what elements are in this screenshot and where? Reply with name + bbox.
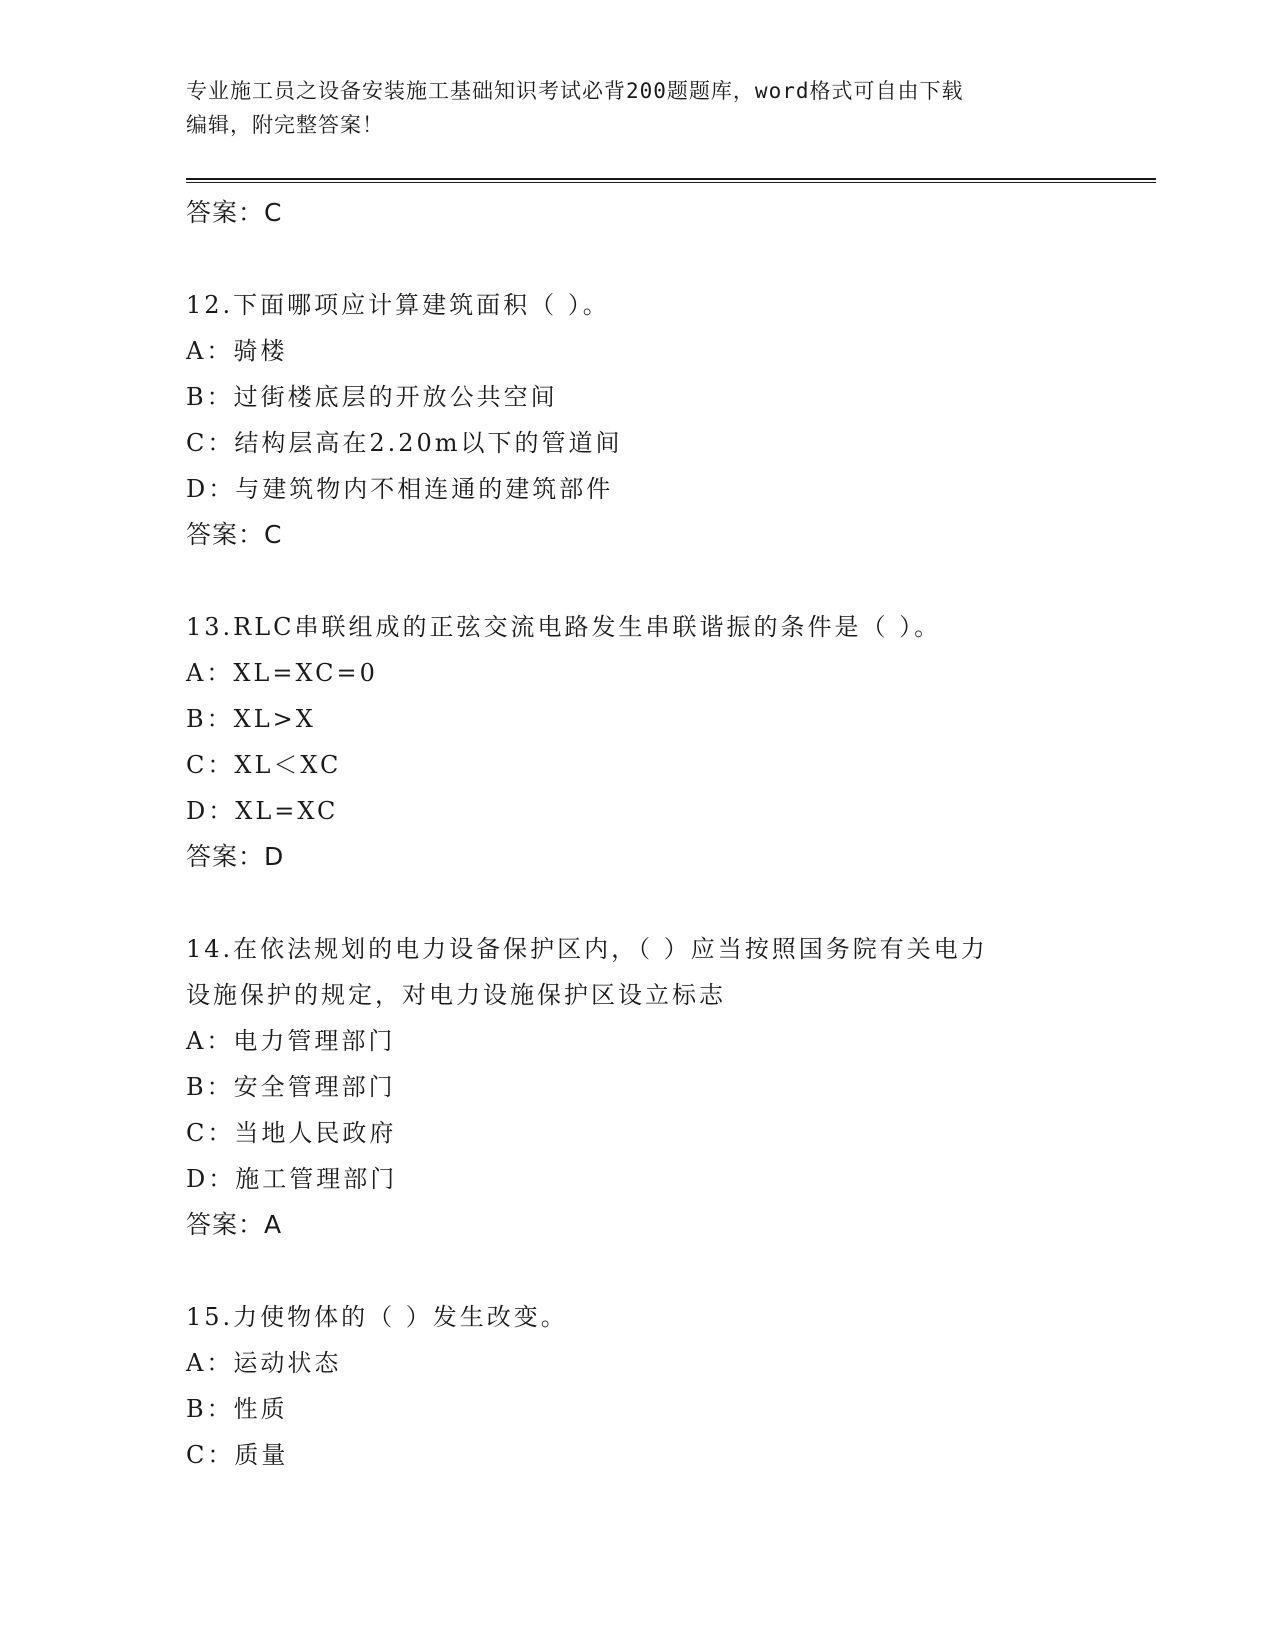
document-header	[186, 74, 1086, 142]
question-stem: 15.力使物体的（ ）发生改变。	[186, 1303, 568, 1331]
option-d: D：XL=XC	[186, 797, 339, 825]
question-12	[186, 282, 1086, 558]
option-b: B：过街楼底层的开放公共空间	[186, 383, 558, 411]
header-title-line-1: 专业施工员之设备安装施工基础知识考试必背200题题库，word格式可自由下载	[186, 79, 964, 103]
question-answer: 答案：C	[186, 520, 283, 549]
option-a: A：骑楼	[186, 337, 288, 365]
option-c: C：当地人民政府	[186, 1119, 397, 1147]
option-a: A：电力管理部门	[186, 1027, 396, 1055]
spacer	[186, 558, 1086, 604]
question-stem-line-2: 设施保护的规定，对电力设施保护区设立标志	[186, 981, 726, 1009]
question-stem: 13.RLC串联组成的正弦交流电路发生串联谐振的条件是（ ）。	[186, 613, 942, 641]
option-c: C：结构层高在2.20m以下的管道间	[186, 429, 623, 457]
question-15	[186, 1294, 1086, 1478]
spacer	[186, 1248, 1086, 1294]
question-stem: 12.下面哪项应计算建筑面积（ ）。	[186, 291, 610, 319]
question-stem-line-1: 14.在依法规划的电力设备保护区内，（ ）应当按照国务院有关电力	[186, 935, 988, 963]
option-a: A：运动状态	[186, 1349, 342, 1377]
option-c: C：XL＜XC	[186, 751, 342, 779]
question-13	[186, 604, 1086, 880]
previous-answer: 答案：C	[186, 198, 283, 227]
option-b: B：性质	[186, 1395, 288, 1423]
spacer	[186, 236, 1086, 282]
header-divider	[186, 178, 1156, 183]
question-answer: 答案：A	[186, 1210, 283, 1239]
option-b: B：XL>X	[186, 705, 316, 733]
option-b: B：安全管理部门	[186, 1073, 396, 1101]
question-list	[186, 190, 1086, 1478]
question-14	[186, 926, 1086, 1248]
option-a: A：XL=XC=0	[186, 659, 378, 687]
header-title-line-2: 编辑，附完整答案！	[186, 113, 384, 137]
question-answer: 答案：D	[186, 842, 285, 871]
option-d: D：与建筑物内不相连通的建筑部件	[186, 475, 614, 503]
spacer	[186, 880, 1086, 926]
option-c: C：质量	[186, 1441, 289, 1469]
option-d: D：施工管理部门	[186, 1165, 398, 1193]
